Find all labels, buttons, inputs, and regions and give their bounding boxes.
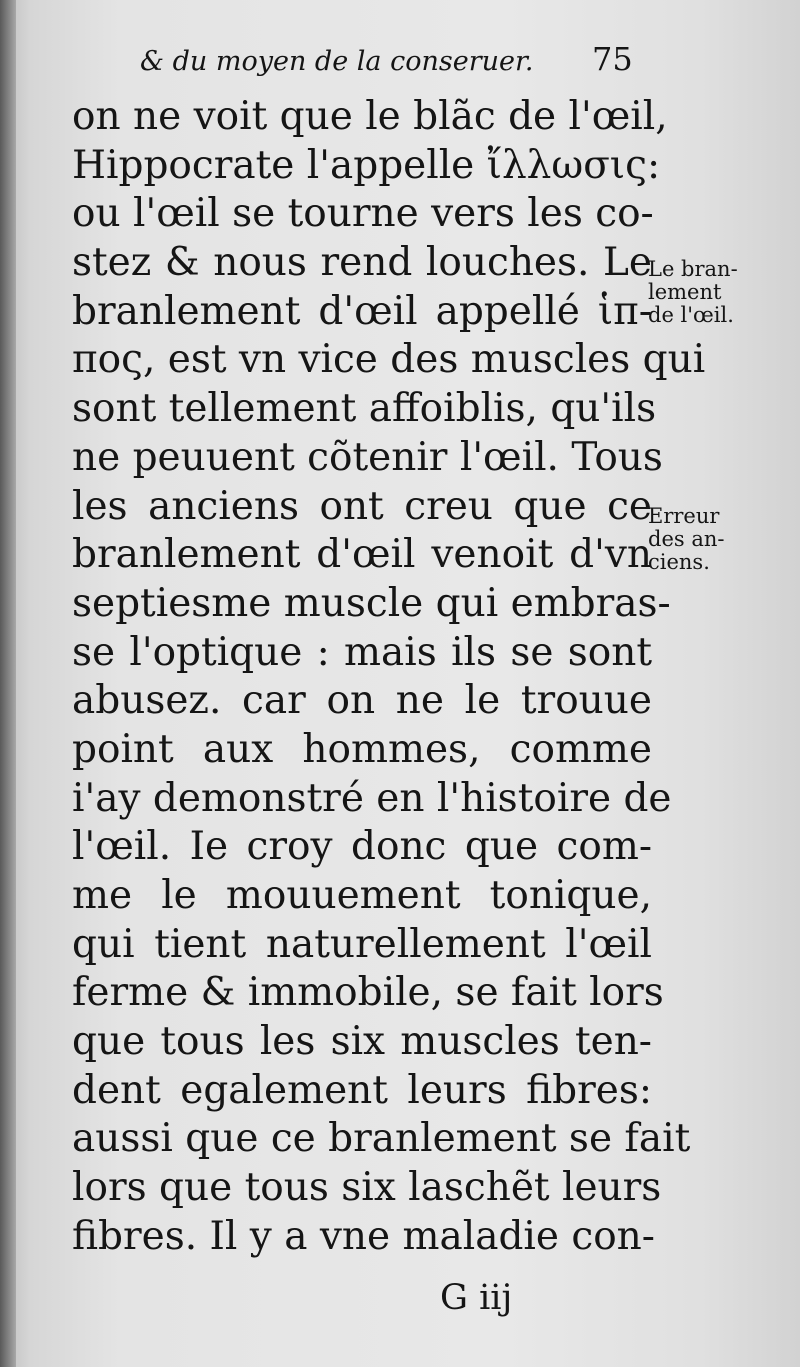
text-line: on ne voit que le blãc de l'œil, [72, 94, 668, 139]
running-head: & du moyen de la conseruer. [140, 46, 534, 77]
text-line: que tous les six muscles ten- [72, 1019, 652, 1065]
text-line: se l'optique : mais ils se sont [72, 629, 652, 675]
text-line: les anciens ont creu que ce [72, 483, 652, 529]
text-line: πος, est vn vice des muscles qui [72, 337, 706, 383]
text-line: branlement d'œil venoit d'vn [72, 532, 652, 578]
page-number: 75 [592, 40, 633, 78]
page-gutter [0, 0, 16, 1367]
text-line: point aux hommes, comme [72, 726, 652, 772]
margin-note-line: Erreur [648, 504, 720, 528]
text-line: dent egalement leurs fibres: [72, 1067, 652, 1113]
text-line: fibres. Il y a vne maladie con- [72, 1213, 655, 1259]
text-line: abusez. car on ne le trouue [72, 678, 652, 724]
text-line: i'ay demonstré en l'histoire de [72, 775, 672, 821]
text-line: me le mouuement tonique, [72, 873, 652, 918]
text-line: aussi que ce branlement se fait [72, 1116, 691, 1162]
text-line: branlement d'œil appellé ἱπ- [72, 288, 652, 334]
signature-mark: G iij [440, 1278, 513, 1318]
text-line: Hippocrate l'appelle ἴλλωσις: [72, 142, 661, 188]
margin-note-branlement [648, 258, 798, 327]
text-line: l'œil. Ie croy donc que com- [72, 824, 652, 870]
text-line: ou l'œil se tourne vers les co- [72, 191, 654, 237]
page-header [140, 40, 640, 90]
margin-note-erreur [648, 505, 798, 574]
margin-note-line: des an- [648, 527, 725, 551]
margin-note-line: lement [648, 280, 722, 304]
margin-note-line: Le bran- [648, 257, 738, 281]
text-line: septiesme muscle qui embras- [72, 580, 671, 626]
text-line: ferme & immobile, se fait lors [72, 970, 664, 1016]
text-line: qui tient naturellement l'œil [72, 921, 652, 967]
text-line: stez & nous rend louches. Le [72, 240, 652, 286]
text-line: sont tellement affoiblis, qu'ils [72, 386, 657, 432]
margin-note-line: ciens. [648, 550, 710, 574]
text-line: ne peuuent cõtenir l'œil. Tous [72, 434, 663, 480]
margin-note-line: de l'œil. [648, 303, 734, 327]
text-line: lors que tous six laschẽt leurs [72, 1165, 662, 1211]
